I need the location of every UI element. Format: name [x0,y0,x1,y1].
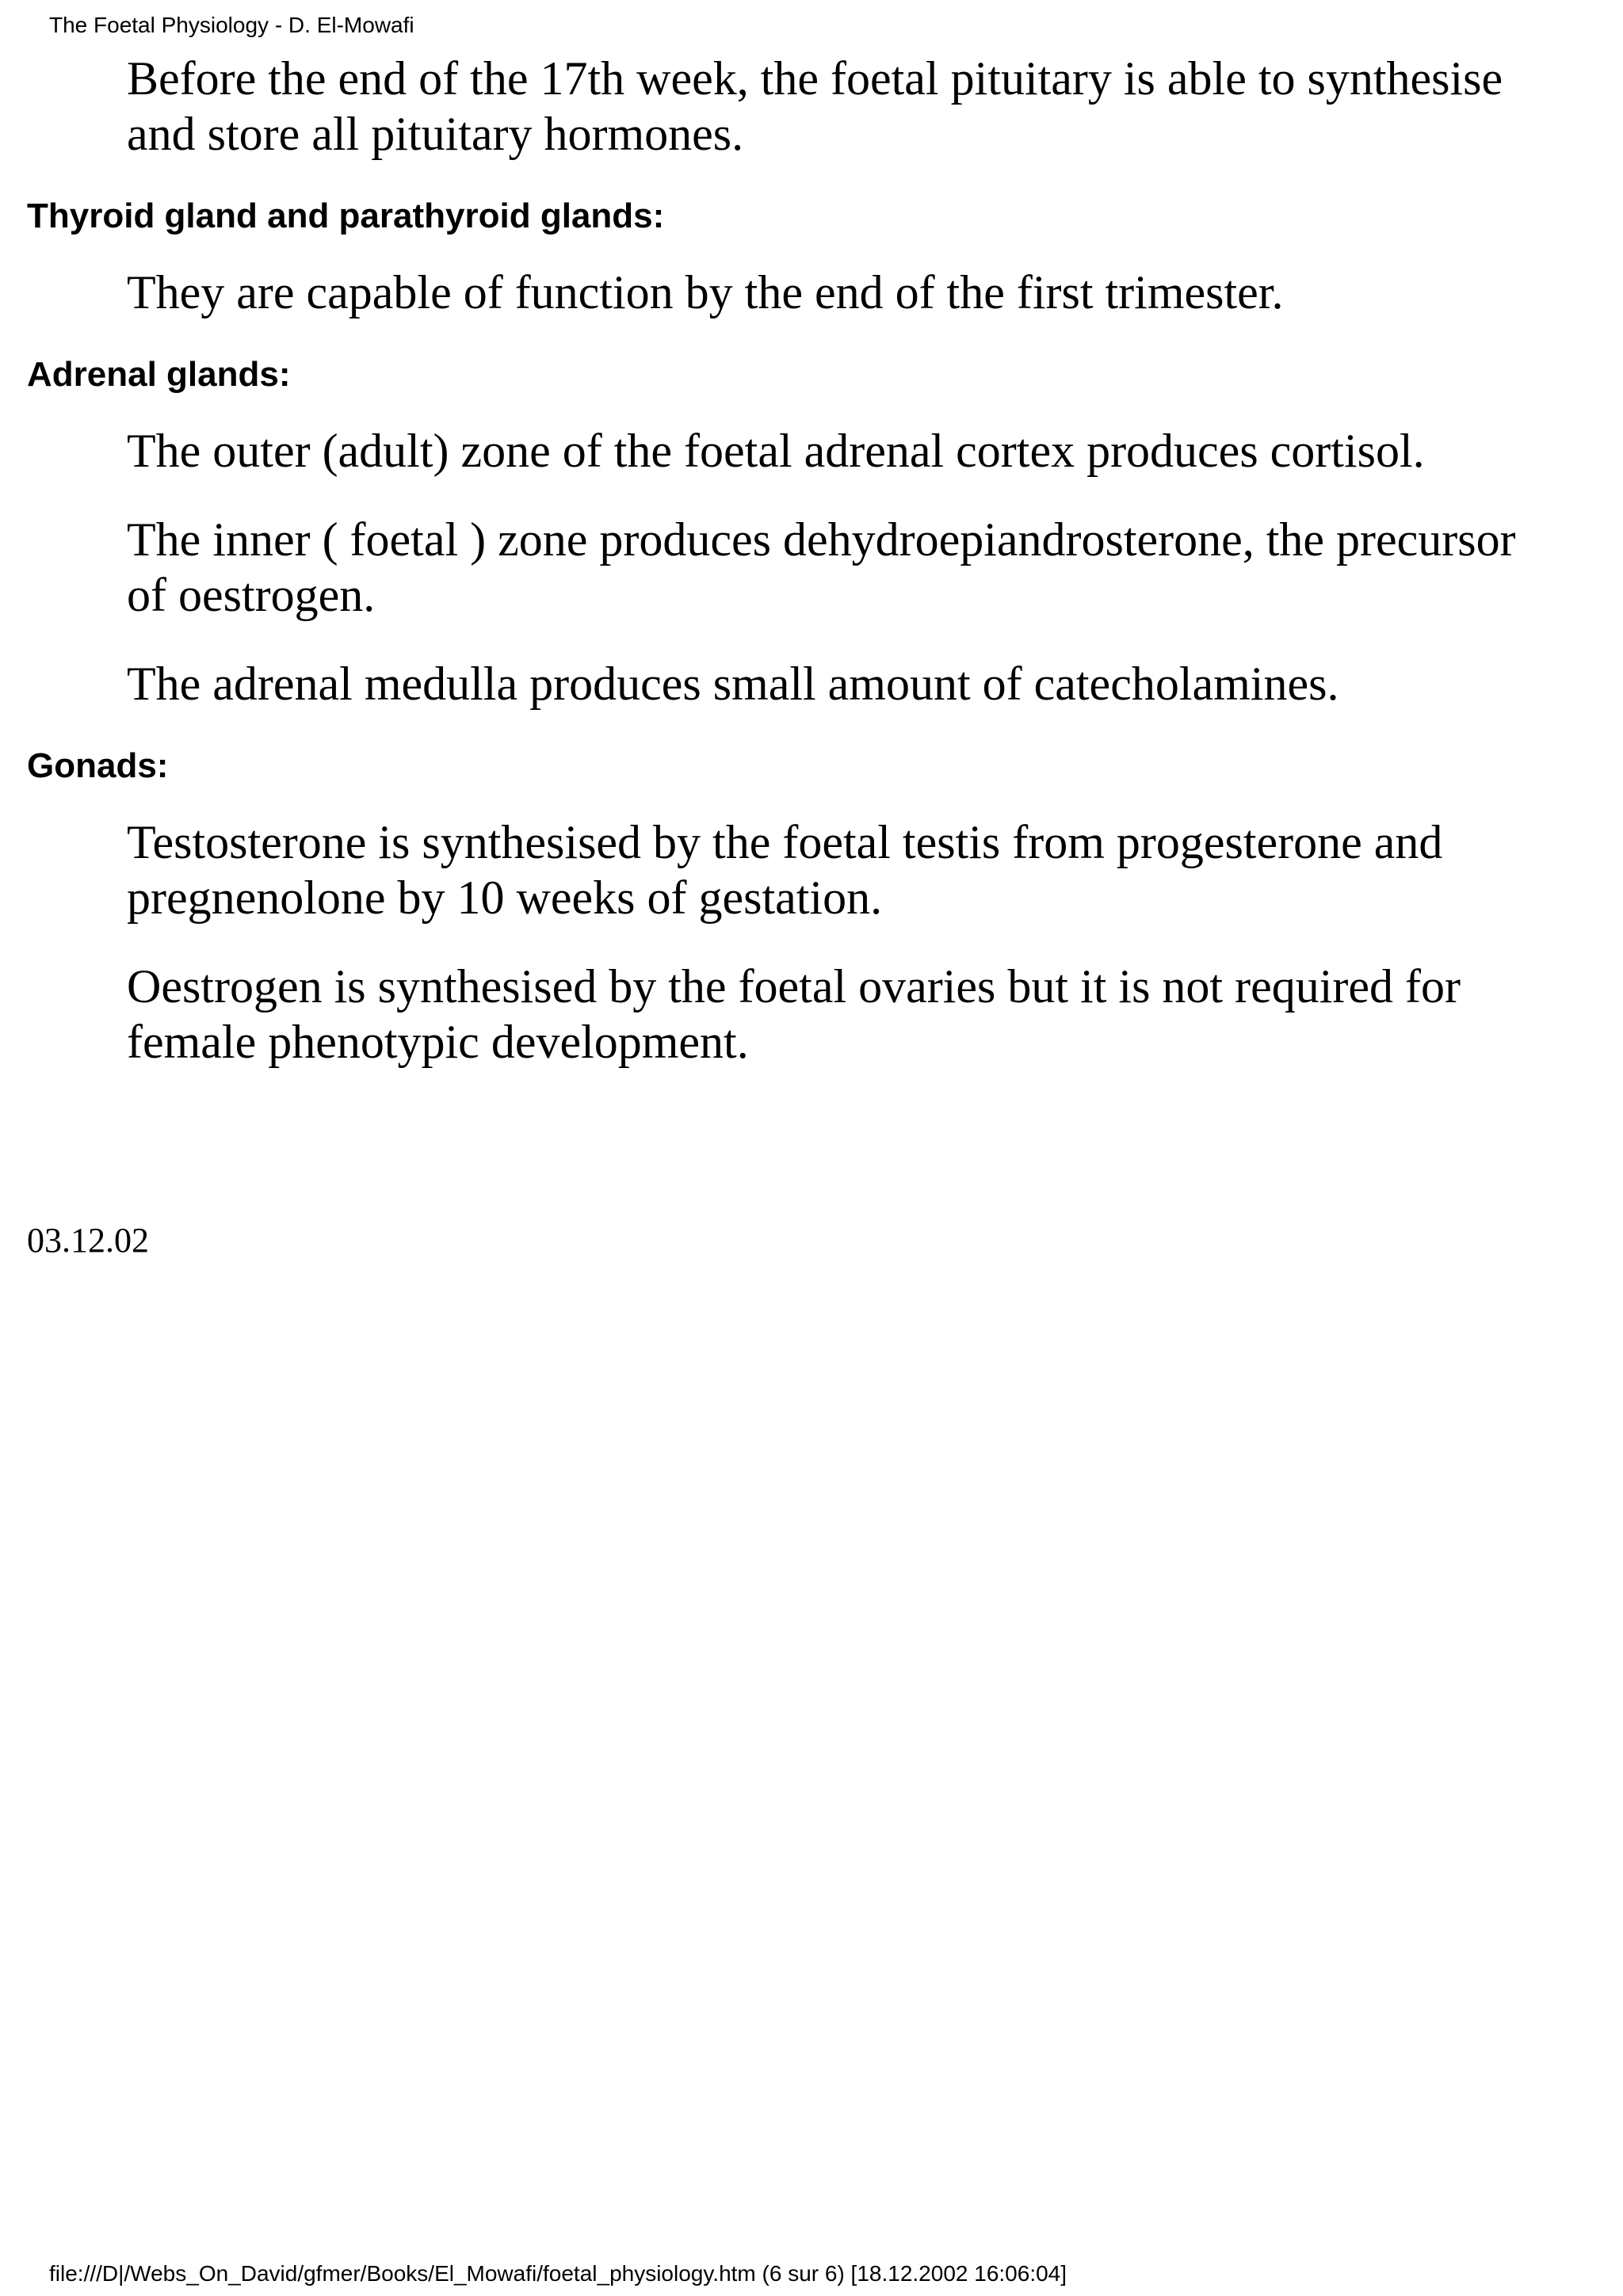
paragraph-adrenal-medulla: The adrenal medulla produces small amount of catecholamines. [127,658,1339,710]
document-body [27,51,1580,1103]
print-footer-url: file:///D|/Webs_On_David/gfmer/Books/El_Mowafi/foetal_physiology.htm (6 sur 6) [18.12.2002 16:06:04] [49,2261,1067,2286]
intro-paragraph: Before the end of the 17th week, the foetal pituitary is able to synthesise and store all pituitary hormones. [127,52,1503,160]
paragraph-thyroid-function: They are capable of function by the end of the first trimester. [127,266,1284,318]
section-heading-thyroid: Thyroid gland and parathyroid glands: [27,196,665,235]
paragraph-oestrogen: Oestrogen is synthesised by the foetal ovaries but it is not required for female phenotypic development. [127,960,1461,1068]
paragraph-testosterone: Testosterone is synthesised by the foetal testis from progesterone and pregnenolone by 10 weeks of gestation. [127,816,1443,924]
paragraph-adrenal-outer-zone: The outer (adult) zone of the foetal adrenal cortex produces cortisol. [127,425,1425,477]
print-header-title: The Foetal Physiology - D. El-Mowafi [49,13,414,37]
paragraph-adrenal-inner-zone: The inner ( foetal ) zone produces dehydroepiandrosterone, the precursor of oestrogen. [127,513,1516,621]
section-heading-gonads: Gonads: [27,746,169,785]
document-date: 03.12.02 [27,1221,149,1260]
section-heading-adrenal: Adrenal glands: [27,355,291,394]
